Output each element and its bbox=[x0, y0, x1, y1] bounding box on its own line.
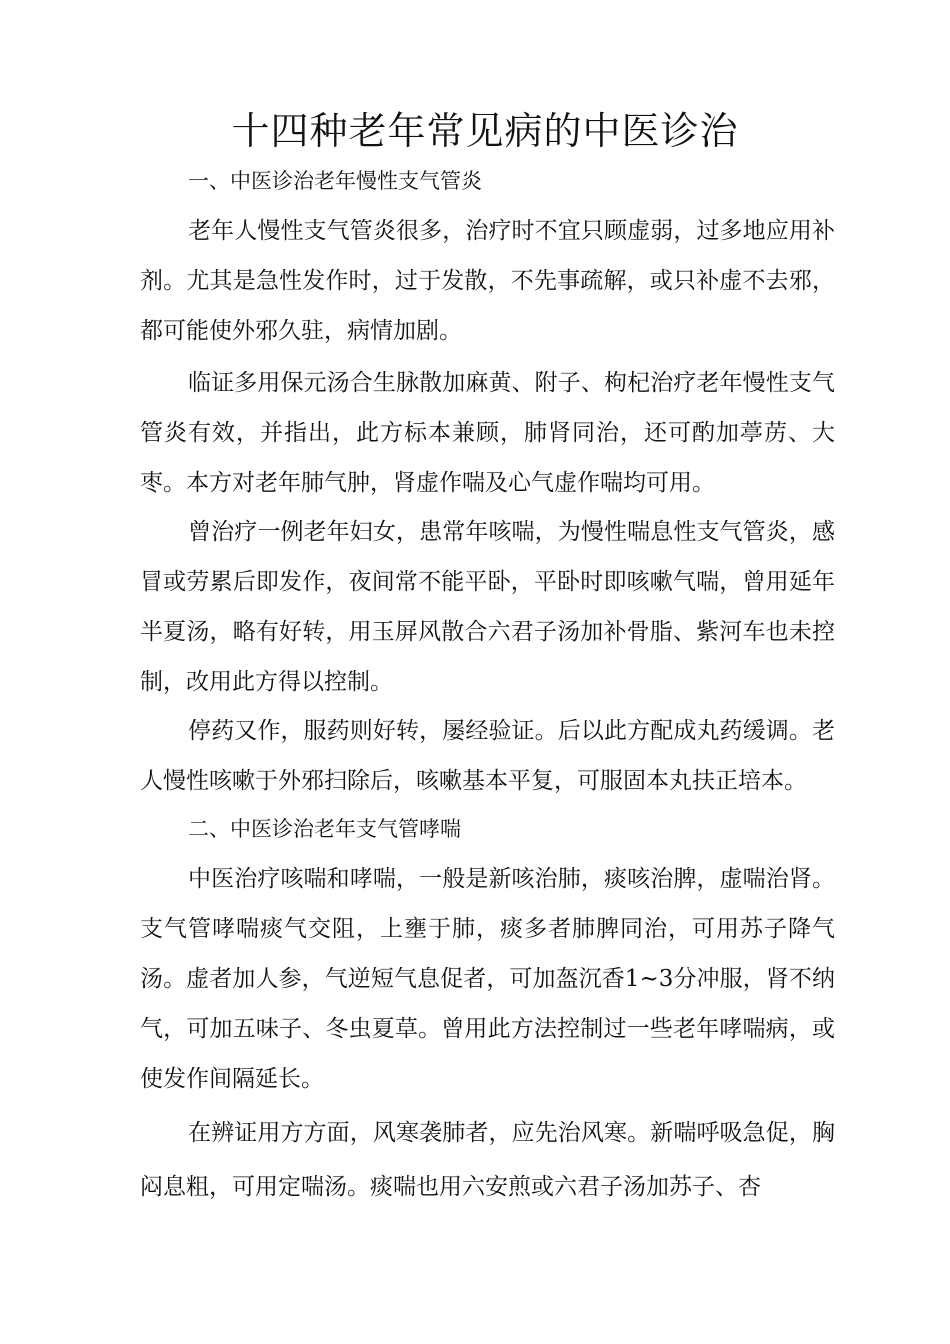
paragraph: 曾治疗一例老年妇女，患常年咳喘，为慢性喘息性支气管炎，感冒或劳累后即发作，夜间常不能平卧，平卧时即咳嗽气喘，曾用延年半夏汤，略有好转，用玉屏风散合六君子汤加补骨脂、紫河车也未控制，改用此方得以控制。 bbox=[140, 519, 835, 695]
section-heading-2: 二、中医诊治老年支气管哮喘 bbox=[188, 817, 461, 841]
section-heading-1: 一、中医诊治老年慢性支气管炎 bbox=[188, 169, 482, 193]
paragraph: 临证多用保元汤合生脉散加麻黄、附子、枸杞治疗老年慢性支气管炎有效，并指出，此方标本兼顾，肺肾同治，还可酌加葶苈、大枣。本方对老年肺气肿，肾虚作喘及心气虚作喘均可用。 bbox=[140, 370, 835, 496]
paragraph: 在辨证用方方面，风寒袭肺者，应先治风寒。新喘呼吸急促，胸闷息粗，可用定喘汤。痰喘也用六安煎或六君子汤加苏子、杏 bbox=[140, 1120, 835, 1200]
paragraph: 停药又作，服药则好转，屡经验证。后以此方配成丸药缓调。老人慢性咳嗽于外邪扫除后，咳嗽基本平复，可服固本丸扶正培本。 bbox=[140, 718, 835, 794]
paragraph: 老年人慢性支气管炎很多，治疗时不宜只顾虚弱，过多地应用补剂。尤其是急性发作时，过于发散，不先事疏解，或只补虚不去邪，都可能使外邪久驻，病情加剧。 bbox=[140, 218, 835, 344]
document-title: 十四种老年常见病的中医诊治 bbox=[231, 109, 739, 153]
paragraph: 中医治疗咳喘和哮喘，一般是新咳治肺，痰咳治脾，虚喘治肾。支气管哮喘痰气交阻，上壅于肺，痰多者肺脾同治，可用苏子降气汤。虚者加人参，气逆短气息促者，可加盔沉香1~3分冲服，肾不纳气，可加五味子、冬虫夏草。曾用此方法控制过一些老年哮喘病，或使发作间隔延长。 bbox=[140, 866, 835, 1092]
